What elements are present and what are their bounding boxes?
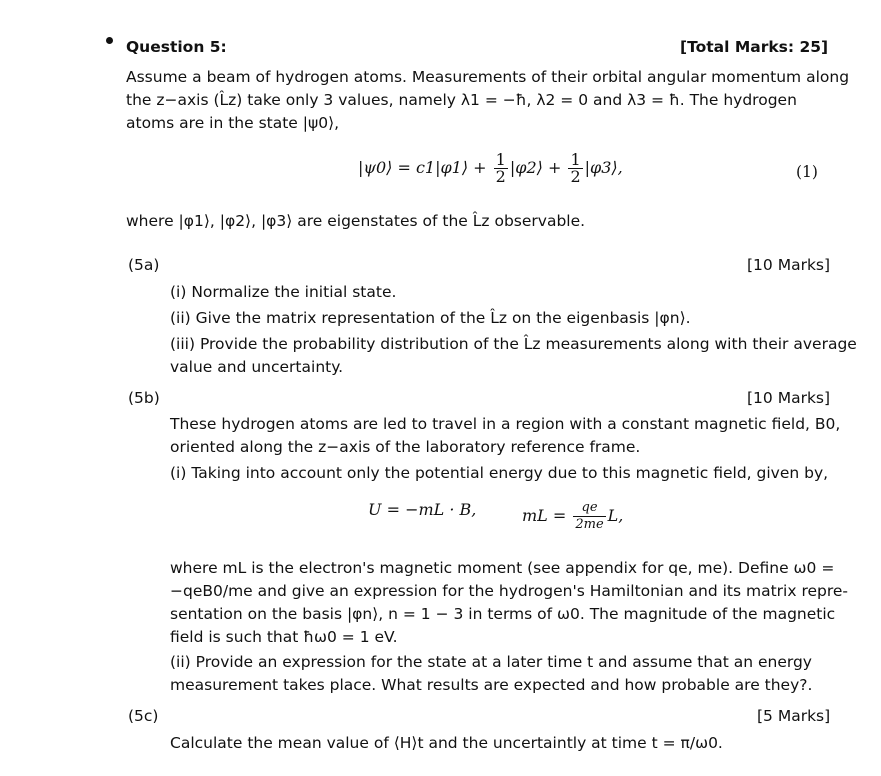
part-b-text2-4: field is such that ħω0 = 1 eV.: [170, 628, 398, 646]
intro-line-1: Assume a beam of hydrogen atoms. Measurements of their orbital angular momentum along: [126, 68, 850, 86]
equation-1: [358, 152, 623, 185]
equation-1-fraction-a: $\frac{1}{2}$: [495, 150, 506, 186]
equation-m-lhs: mL =: [522, 506, 572, 525]
part-b-text2-6: measurement takes place. What results are expected and how probable are they?.: [170, 676, 813, 694]
part-c-text: Calculate the mean value of ⟨H⟩t and the uncertaintly at time t = π/ω0.: [170, 734, 723, 752]
equation-magnetic: [368, 500, 476, 519]
part-a-item-3-cont: value and uncertainty.: [170, 358, 344, 376]
equation-1-fraction-b: $\frac{1}{2}$: [570, 150, 581, 186]
equation-m-fraction: $\frac{qe}{2me}$: [575, 500, 604, 532]
part-a-item-3: (iii) Provide the probability distribution of the L̂z measurements along with their average: [170, 335, 857, 353]
equation-1-mid: |φ2⟩ +: [509, 158, 567, 177]
bullet-icon: [106, 37, 113, 44]
part-b-text-1: These hydrogen atoms are led to travel in a region with a constant magnetic field, B0,: [170, 415, 841, 433]
part-b-text-3: (i) Taking into account only the potential energy due to this magnetic field, given by,: [170, 464, 829, 482]
part-b-text-2: oriented along the z−axis of the laboratory reference frame.: [170, 438, 641, 456]
part-c-label: (5c): [128, 707, 159, 725]
question-title: Question 5:: [126, 38, 227, 56]
part-b-label: (5b): [128, 389, 160, 407]
part-b-text2-1: where mL is the electron's magnetic moment (see appendix for qe, me). Define ω0 =: [170, 559, 835, 577]
equation-moment: [522, 500, 623, 533]
part-b-text2-3: sentation on the basis |φn⟩, n = 1 − 3 in terms of ω0. The magnitude of the magnetic: [170, 605, 836, 623]
part-c-marks: [5 Marks]: [757, 707, 831, 725]
part-b-marks: [10 Marks]: [747, 389, 831, 407]
equation-1-number: (1): [796, 163, 818, 181]
part-a-marks: [10 Marks]: [747, 256, 831, 274]
equation-1-lhs: |ψ0⟩ = c1|φ1⟩ +: [358, 158, 492, 177]
equation-1-end: |φ3⟩,: [584, 158, 623, 177]
part-b-text2-2: −qeB0/me and give an expression for the hydrogen's Hamiltonian and its matrix repre-: [170, 582, 849, 600]
part-a-item-2: (ii) Give the matrix representation of the L̂z on the eigenbasis |φn⟩.: [170, 309, 691, 327]
intro-line-3: atoms are in the state |ψ0⟩,: [126, 114, 340, 132]
part-b-text2-5: (ii) Provide an expression for the state at a later time t and assume that an energy: [170, 653, 812, 671]
total-marks: [Total Marks: 25]: [680, 38, 829, 56]
part-a-label: (5a): [128, 256, 160, 274]
equation-m-end: L,: [607, 506, 624, 525]
intro-line-2: the z−axis (L̂z) take only 3 values, namely λ1 = −ħ, λ2 = 0 and λ3 = ħ. The hydrogen: [126, 91, 797, 109]
part-a-item-1: (i) Normalize the initial state.: [170, 283, 397, 301]
where-line: where |φ1⟩, |φ2⟩, |φ3⟩ are eigenstates of the L̂z observable.: [126, 212, 586, 230]
equation-u: U = −mL · B,: [368, 500, 477, 519]
